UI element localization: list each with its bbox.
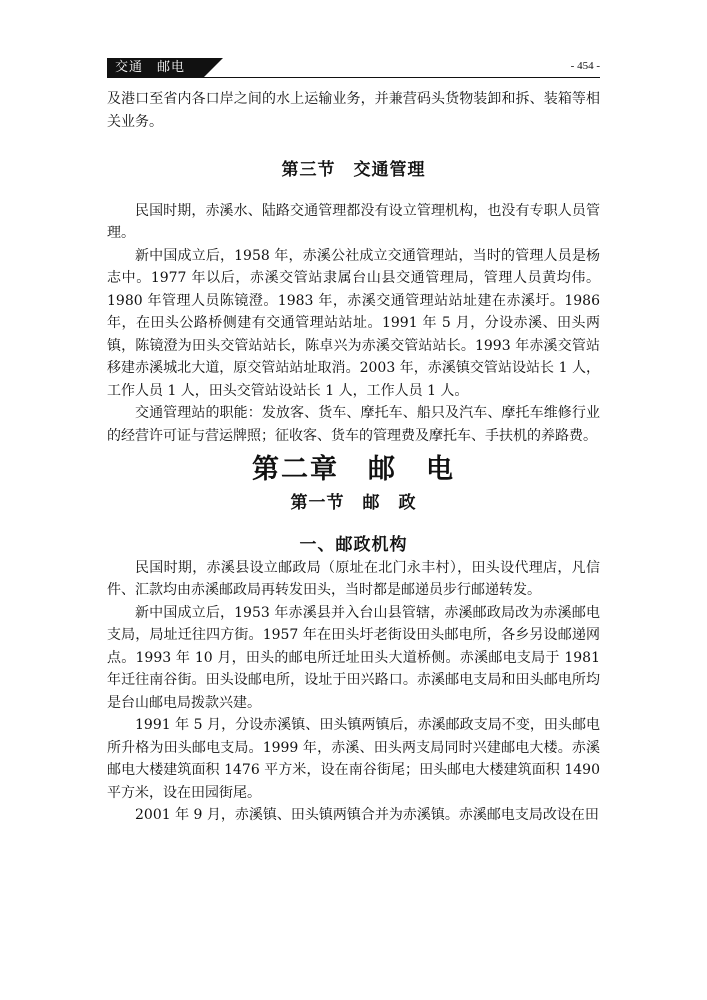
page-body <box>107 88 600 827</box>
paragraph: 民国时期，赤溪水、陆路交通管理都没有设立管理机构，也没有专职人员管理。 <box>107 202 600 241</box>
continuation-paragraph: 及港口至省内各口岸之间的水上运输业务，并兼营码头货物装卸和拆、装箱等相关业务。 <box>107 91 600 130</box>
paragraph: 民国时期，赤溪县设立邮政局（原址在北门永丰村），田头设代理店，凡信件、汇款均由赤溪邮政局再转发田头，当时都是邮递员步行邮递转发。 <box>107 559 600 598</box>
paragraph: 交通管理站的职能：发放客、货车、摩托车、船只及汽车、摩托车维修行业的经营许可证与营运牌照；征收客、货车的管理费及摩托车、手扶机的养路费。 <box>107 405 600 444</box>
paragraph: 2001 年 9 月，赤溪镇、田头镇两镇合并为赤溪镇。赤溪邮电支局改设在田 <box>135 807 599 823</box>
subsection-title: 一、邮政机构 <box>299 535 408 555</box>
header-rule <box>107 77 600 78</box>
section-title: 第一节 邮 政 <box>290 492 417 513</box>
page-number: - 454 - <box>570 60 600 72</box>
section-label: 交通 邮电 <box>107 58 203 78</box>
section-title: 第三节 交通管理 <box>281 160 426 180</box>
header-tab-wedge <box>203 58 223 78</box>
paragraph: 新中国成立后，1958 年，赤溪公社成立交通管理站，当时的管理人员是杨志中。1977 年以后，赤溪交管站隶属台山县交通管理局，管理人员黄均伟。1980 年管理人员陈镜澄。1983 年，赤溪交通管理站站址建在赤溪圩。1986 年，在田头公路桥侧建有交通管理站站址。1991 年 5 月，分设赤溪、田头两镇，陈镜澄为田头交管站站长，陈卓兴为赤溪交管站站长。1993 年赤溪交管站移建赤溪城北大道，原交管站站址取消。2003 年，赤溪镇交管站设站长 1 人，工作人员 1 人，田头交管站设站长 1 人，工作人员 1 人。 <box>107 247 600 399</box>
paragraph: 新中国成立后，1953 年赤溪县并入台山县管辖，赤溪邮政局改为赤溪邮电支局，局址迁往四方街。1957 年在田头圩老街设田头邮电所，各乡另设邮递网点。1993 年 10 月，田头的邮电所迁址田头大道桥侧。赤溪邮电支局于 1981 年迁往南谷街。田头设邮电所，设址于田兴路口。赤溪邮电支局和田头邮电所均是台山邮电局拨款兴建。 <box>107 604 600 711</box>
chapter-title: 第二章 邮 电 <box>252 454 455 485</box>
paragraph: 1991 年 5 月，分设赤溪镇、田头镇两镇后，赤溪邮政支局不变，田头邮电所升格为田头邮电支局。1999 年，赤溪、田头两支局同时兴建邮电大楼。赤溪邮电大楼建筑面积 1476 平方米，设在南谷街尾；田头邮电大楼建筑面积 1490 平方米，设在田园街尾。 <box>107 717 600 801</box>
page-header <box>107 58 600 80</box>
